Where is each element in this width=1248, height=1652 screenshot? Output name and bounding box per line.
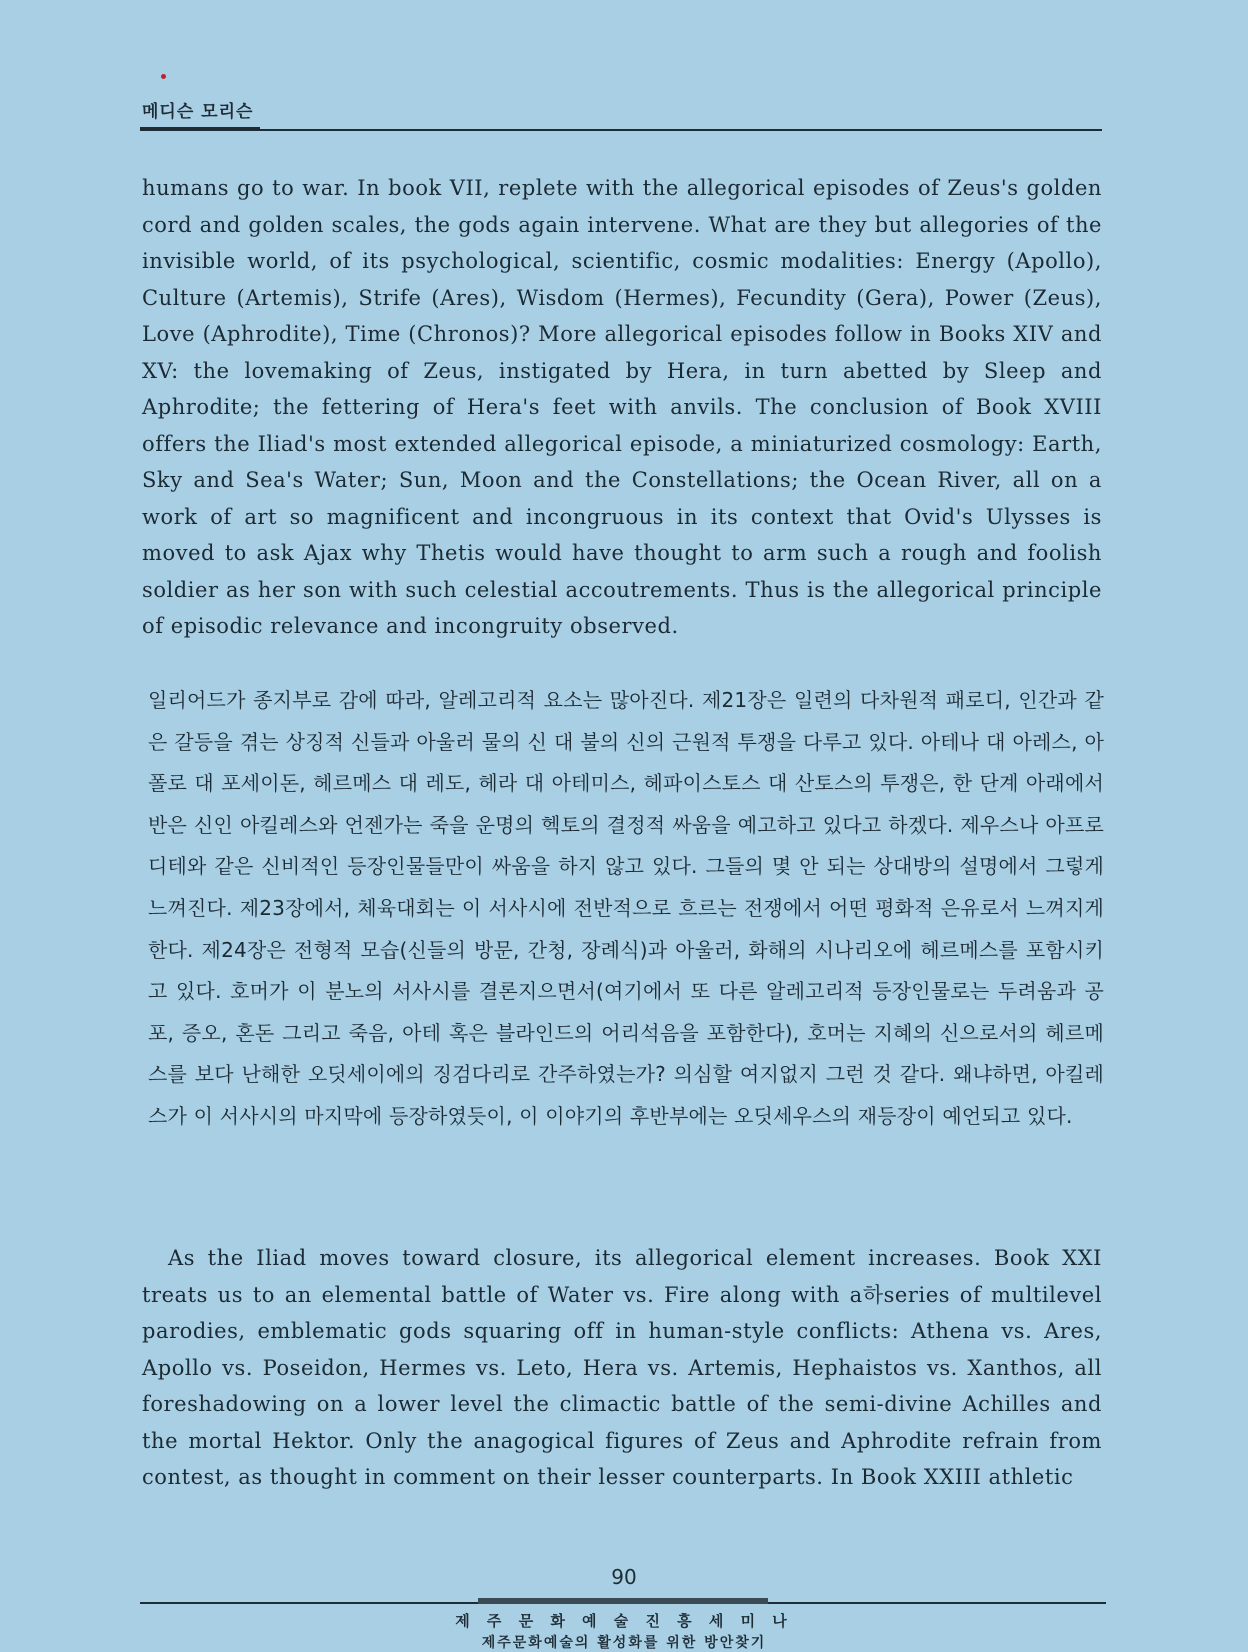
running-header-title: 메디슨 모리슨: [142, 102, 254, 122]
page-number: 90: [611, 1565, 637, 1589]
body-paragraph-english-1: humans go to war. In book VII, replete with the allegorical episodes of Zeus's golden cord and golden scales, the gods again intervene. What are they but allegories of the invisible world, of its psychological, scientific, cosmic modalities: Energy (Apollo), Culture (Artemis), Strife (Ares), Wisdom (Hermes), Fecundity (Gera), Power (Zeus), Love (Aphrodite), Time (Chronos)? More allegorical episodes follow in Books XIV and XV: the lovemaking of Zeus, instigated by Hera, in turn abetted by Sleep and Aphrodite; the fettering of Hera's feet with anvils. The conclusion of Book XVIII offers the Iliad's most extended allegorical episode, a miniaturized cosmology: Earth, Sky and Sea's Water; Sun, Moon and the Constellations; the Ocean River, all on a work of art so magnificent and incongruous in its context that Ovid's Ulysses is moved to ask Ajax why Thetis would have thought to arm such a rough and foolish soldier as her son with such celestial accoutrements. Thus is the allegorical principle of episodic relevance and incongruity observed.: [142, 176, 1102, 638]
footer-seminar-title: 제 주 문 화 예 술 진 흥 세 미 나: [455, 1612, 793, 1630]
ink-speck: [161, 74, 166, 79]
footer-seminar-subtitle: 제주문화예술의 활성화를 위한 방안찾기: [481, 1635, 767, 1651]
body-paragraph-english-2: As the Iliad moves toward closure, its allegorical element increases. Book XXI treats us to an elemental battle of Water vs. Fire along with a하series of multilevel parodies, emblematic gods squaring off in human-style conflicts: Athena vs. Ares, Apollo vs. Poseidon, Hermes vs. Leto, Hera vs. Artemis, Hephaistos vs. Xanthos, all foreshadowing on a lower level the climactic battle of the semi-divine Achilles and the mortal Hektor. Only the anagogical figures of Zeus and Aphrodite refrain from contest, as thought in comment on their lesser counterparts. In Book XXIII athletic: [142, 1246, 1102, 1489]
header-rule: [140, 129, 1102, 131]
footer-rule-accent: [478, 1598, 768, 1604]
body-paragraph-korean: 일리어드가 종지부로 감에 따라, 알레고리적 요소는 많아진다. 제21장은 일련의 다차원적 패로디, 인간과 같은 갈등을 겪는 상징적 신들과 아울러 물의 신 대 불의 신의 근원적 투쟁을 다루고 있다. 아테나 대 아레스, 아폴로 대 포세이돈, 헤르메스 대 레도, 헤라 대 아테미스, 헤파이스토스 대 산토스의 투쟁은, 한 단계 아래에서 반은 신인 아킬레스와 언젠가는 죽을 운명의 헥토의 결정적 싸움을 예고하고 있다고 하겠다. 제우스나 아프로디테와 같은 신비적인 등장인물들만이 싸움을 하지 않고 있다. 그들의 몇 안 되는 상대방의 설명에서 그렇게 느껴진다. 제23장에서, 체육대회는 이 서사시에 전반적으로 흐르는 전쟁에서 어떤 평화적 은유로서 느껴지게 한다. 제24장은 전형적 모습(신들의 방문, 간청, 장례식)과 아울러, 화해의 시나리오에 헤르메스를 포함시키고 있다. 호머가 이 분노의 서사시를 결론지으면서(여기에서 또 다른 알레고리적 등장인물로는 두려움과 공포, 증오, 혼돈 그리고 죽음, 아테 혹은 블라인드의 어리석음을 포함한다), 호머는 지혜의 신으로서의 헤르메스를 보다 난해한 오딧세이에의 징검다리로 간주하였는가? 의심할 여지없지 그런 것 같다. 왜냐하면, 아킬레스가 이 서사시의 마지막에 등장하였듯이, 이 이야기의 후반부에는 오딧세우스의 재등장이 예언되고 있다.: [148, 688, 1104, 1128]
